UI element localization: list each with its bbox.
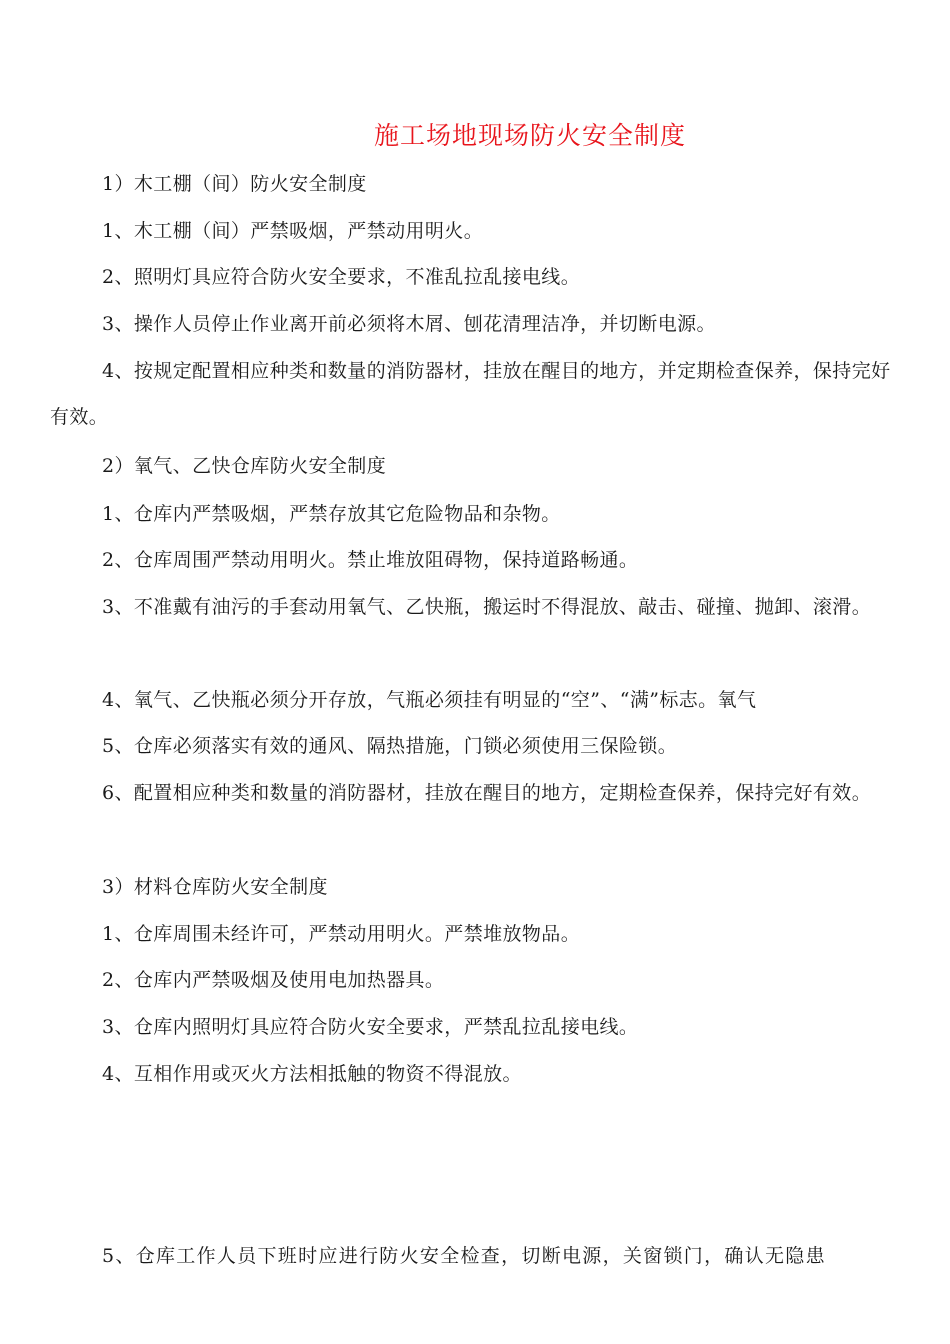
paragraph: 4、氧气、乙快瓶必须分开存放，气瓶必须挂有明显的“空”、“满”标志。氧气 xyxy=(102,689,757,711)
paragraph: 5、仓库工作人员下班时应进行防火安全检查，切断电源，关窗锁门，确认无隐患 xyxy=(102,1245,826,1267)
paragraph: 2、仓库内严禁吸烟及使用电加热器具。 xyxy=(102,969,445,991)
section-heading-woodshop: 1）木工棚（间）防火安全制度 xyxy=(102,173,367,195)
paragraph: 3、操作人员停止作业离开前必须将木屑、刨花清理洁净，并切断电源。 xyxy=(102,313,716,335)
paragraph: 4、互相作用或灭火方法相抵触的物资不得混放。 xyxy=(102,1063,522,1085)
paragraph: 3、不准戴有油污的手套动用氧气、乙快瓶，搬运时不得混放、敲击、碰撞、抛卸、滚滑。 xyxy=(102,596,872,618)
paragraph: 1、仓库周围未经许可，严禁动用明火。严禁堆放物品。 xyxy=(102,923,581,945)
paragraph: 4、按规定配置相应种类和数量的消防器材，挂放在醒目的地方，并定期检查保养，保持完好有效。 xyxy=(50,360,891,428)
document-title: 施工场地现场防火安全制度 xyxy=(373,121,686,150)
paragraph: 2、仓库周围严禁动用明火。禁止堆放阻碍物，保持道路畅通。 xyxy=(102,549,639,571)
paragraph: 5、仓库必须落实有效的通风、隔热措施，门锁必须使用三保险锁。 xyxy=(102,735,678,757)
paragraph: 2、照明灯具应符合防火安全要求，不准乱拉乱接电线。 xyxy=(102,266,581,288)
paragraph: 1、仓库内严禁吸烟，严禁存放其它危险物品和杂物。 xyxy=(102,503,561,525)
paragraph: 6、配置相应种类和数量的消防器材，挂放在醒目的地方，定期检查保养，保持完好有效。 xyxy=(102,782,872,804)
section-heading-material-warehouse: 3）材料仓库防火安全制度 xyxy=(102,876,328,898)
paragraph: 1、木工棚（间）严禁吸烟，严禁动用明火。 xyxy=(102,220,484,242)
section-heading-oxygen-warehouse: 2）氧气、乙快仓库防火安全制度 xyxy=(102,455,387,477)
paragraph: 3、仓库内照明灯具应符合防火安全要求，严禁乱拉乱接电线。 xyxy=(102,1016,639,1038)
